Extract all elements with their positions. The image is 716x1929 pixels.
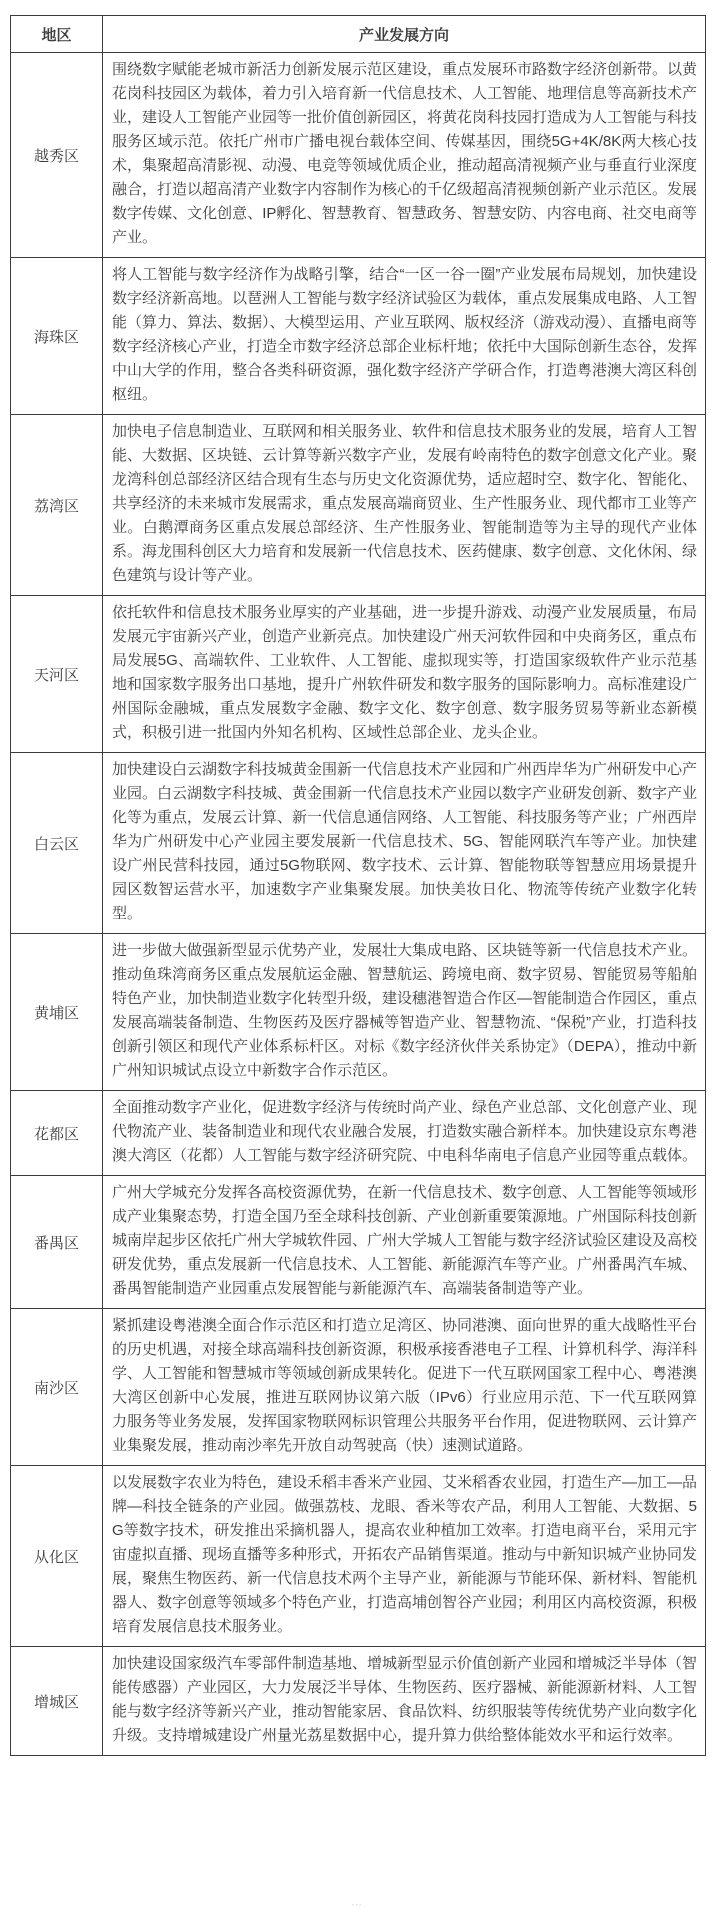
region-column-header: 地区 xyxy=(11,16,103,53)
table-row xyxy=(11,1647,706,1756)
table-row xyxy=(11,934,706,1091)
table-header-row xyxy=(11,16,706,53)
region-name: 番禺区 xyxy=(11,1176,103,1309)
region-name: 海珠区 xyxy=(11,258,103,415)
region-name: 增城区 xyxy=(11,1647,103,1756)
table-row xyxy=(11,1466,706,1647)
direction-text: 加快建设白云湖数字科技城黄金围新一代信息技术产业园和广州西岸华为广州研发中心产业园。白云湖数字科技城、黄金围新一代信息技术产业园以数字产业研发创新、数字产业化等为重点，发展云计算、新一代信息通信网络、人工智能、科技服务等产业；广州西岸华为广州研发中心产业园主要发展新一代信息技术、5G、智能网联汽车等产业。加快建设广州民营科技园，通过5G物联网、数字技术、云计算、智能物联等智慧应用场景提升园区数智运营水平，加速数字产业集聚发展。加快美妆日化、物流等传统产业数字化转型。 xyxy=(103,753,706,934)
region-industry-table xyxy=(10,15,706,1756)
region-name: 白云区 xyxy=(11,753,103,934)
direction-text: 进一步做大做强新型显示优势产业，发展壮大集成电路、区块链等新一代信息技术产业。推动鱼珠湾商务区重点发展航运金融、智慧航运、跨境电商、数字贸易、智能贸易等船舶特色产业，加快制造业数字化转型升级，建设穗港智造合作区—智能制造合作园区，重点发展高端装备制造、生物医药及医疗器械等智造产业、智慧物流、“保税”产业，打造科技创新引领区和现代产业体系标杆区。对标《数字经济伙伴关系协定》（DEPA），推动中新广州知识城试点设立中新数字合作示范区。 xyxy=(103,934,706,1091)
table-row xyxy=(11,1091,706,1176)
direction-text: 以发展数字农业为特色，建设禾稻丰香米产业园、艾米稻香农业园，打造生产—加工—品牌—科技全链条的产业园。做强荔枝、龙眼、香米等农产品，利用人工智能、大数据、5G等数字技术，研发推出采摘机器人，提高农业种植加工效率。打造电商平台，采用元宇宙虚拟直播、现场直播等多种形式，开拓农产品销售渠道。推动与中新知识城产业协同发展，聚焦生物医药、新一代信息技术两个主导产业，新能源与节能环保、新材料、智能机器人、数字创意等领域多个特色产业，打造高埔创智谷产业园；利用区内高校资源，积极培育发展信息技术服务业。 xyxy=(103,1466,706,1647)
table-row xyxy=(11,753,706,934)
direction-text: 依托软件和信息技术服务业厚实的产业基础，进一步提升游戏、动漫产业发展质量，布局发展元宇宙新兴产业，创造产业新亮点。加快建设广州天河软件园和中央商务区，重点布局发展5G、高端软件、工业软件、人工智能、虚拟现实等，打造国家级软件产业示范基地和国家数字服务出口基地，提升广州软件研发和数字服务的国际影响力。高标准建设广州国际金融城，重点发展数字金融、数字文化、数字创意、数字服务贸易等新业态新模式，积极引进一批国内外知名机构、区域性总部企业、龙头企业。 xyxy=(103,596,706,753)
table-row xyxy=(11,258,706,415)
direction-text: 紧抓建设粤港澳全面合作示范区和打造立足湾区、协同港澳、面向世界的重大战略性平台的历史机遇，对接全球高端科技创新资源，积极承接香港电子工程、计算机科学、海洋科学、人工智能和智慧城市等领域创新成果转化。促进下一代互联网国家工程中心、粤港澳大湾区创新中心发展，推进互联网协议第六版（IPv6）行业应用示范、下一代互联网算力服务等业务发展，发挥国家物联网标识管理公共服务平台作用，促进物联网、云计算产业集聚发展，推动南沙率先开放自动驾驶高（快）速测试道路。 xyxy=(103,1309,706,1466)
region-name: 南沙区 xyxy=(11,1309,103,1466)
footer-watermark: ⋯ xyxy=(351,1899,365,1911)
table-row xyxy=(11,53,706,258)
direction-text: 加快建设国家级汽车零部件制造基地、增城新型显示价值创新产业园和增城泛半导体（智能传感器）产业园区，大力发展泛半导体、生物医药、医疗器械、新能源新材料、人工智能与数字经济等新兴产业，推动智能家居、食品饮料、纺织服装等传统优势产业向数字化升级。支持增城建设广州量光荔星数据中心，提升算力供给整体能效水平和运行效率。 xyxy=(103,1647,706,1756)
region-name: 黄埔区 xyxy=(11,934,103,1091)
table-row xyxy=(11,415,706,596)
direction-text: 将人工智能与数字经济作为战略引擎，结合“一区一谷一圈”产业发展布局规划，加快建设数字经济新高地。以琶洲人工智能与数字经济试验区为载体，重点发展集成电路、人工智能（算力、算法、数据）、大模型运用、产业互联网、版权经济（游戏动漫）、直播电商等数字经济核心产业，打造全市数字经济总部企业标杆地；依托中大国际创新生态谷，发挥中山大学的作用，整合各类科研资源，强化数字经济产学研合作，打造粤港澳大湾区科创枢纽。 xyxy=(103,258,706,415)
region-name: 荔湾区 xyxy=(11,415,103,596)
direction-text: 全面推动数字产业化，促进数字经济与传统时尚产业、绿色产业总部、文化创意产业、现代物流产业、装备制造业和现代农业融合发展，打造数实融合新样本。加快建设京东粤港澳大湾区（花都）人工智能与数字经济研究院、中电科华南电子信息产业园等重点载体。 xyxy=(103,1091,706,1176)
table-row xyxy=(11,596,706,753)
direction-text: 围绕数字赋能老城市新活力创新发展示范区建设，重点发展环市路数字经济创新带。以黄花岗科技园区为载体，着力引入培育新一代信息技术、人工智能、地理信息等高新技术产业，建设人工智能产业园等一批价值创新园区，将黄花岗科技园打造成为人工智能与科技服务区域示范。依托广州市广播电视台载体空间、传媒基因，围绕5G+4K/8K两大核心技术，集聚超高清影视、动漫、电竞等领域优质企业，推动超高清视频产业与垂直行业深度融合，打造以超高清产业数字内容制作为核心的千亿级超高清视频创新产业示范区。发展数字传媒、文化创意、IP孵化、智慧教育、智慧政务、智慧安防、内容电商、社交电商等产业。 xyxy=(103,53,706,258)
region-name: 越秀区 xyxy=(11,53,103,258)
region-name: 从化区 xyxy=(11,1466,103,1647)
table-row xyxy=(11,1176,706,1309)
table-body xyxy=(11,53,706,1756)
region-name: 天河区 xyxy=(11,596,103,753)
direction-text: 加快电子信息制造业、互联网和相关服务业、软件和信息技术服务业的发展，培育人工智能、大数据、区块链、云计算等新兴数字产业，发展有岭南特色的数字创意文化产业。聚龙湾科创总部经济区结合现有生态与历史文化资源优势，适应超时空、数字化、智能化、共享经济的未来城市发展需求，重点发展高端商贸业、生产性服务业、现代都市工业等产业。白鹅潭商务区重点发展总部经济、生产性服务业、智能制造等为主导的现代产业体系。海龙围科创区大力培育和发展新一代信息技术、医药健康、数字创意、文化休闲、绿色建筑与设计等产业。 xyxy=(103,415,706,596)
direction-column-header: 产业发展方向 xyxy=(103,16,706,53)
table-row xyxy=(11,1309,706,1466)
region-name: 花都区 xyxy=(11,1091,103,1176)
direction-text: 广州大学城充分发挥各高校资源优势，在新一代信息技术、数字创意、人工智能等领域形成产业集聚态势，打造全国乃至全球科技创新、产业创新重要策源地。广州国际科技创新城南岸起步区依托广州大学城软件园、广州大学城人工智能与数字经济试验区建设及高校研发优势，重点发展新一代信息技术、人工智能、新能源汽车等产业。广州番禺汽车城、番禺智能制造产业园重点发展智能与新能源汽车、高端装备制造等产业。 xyxy=(103,1176,706,1309)
